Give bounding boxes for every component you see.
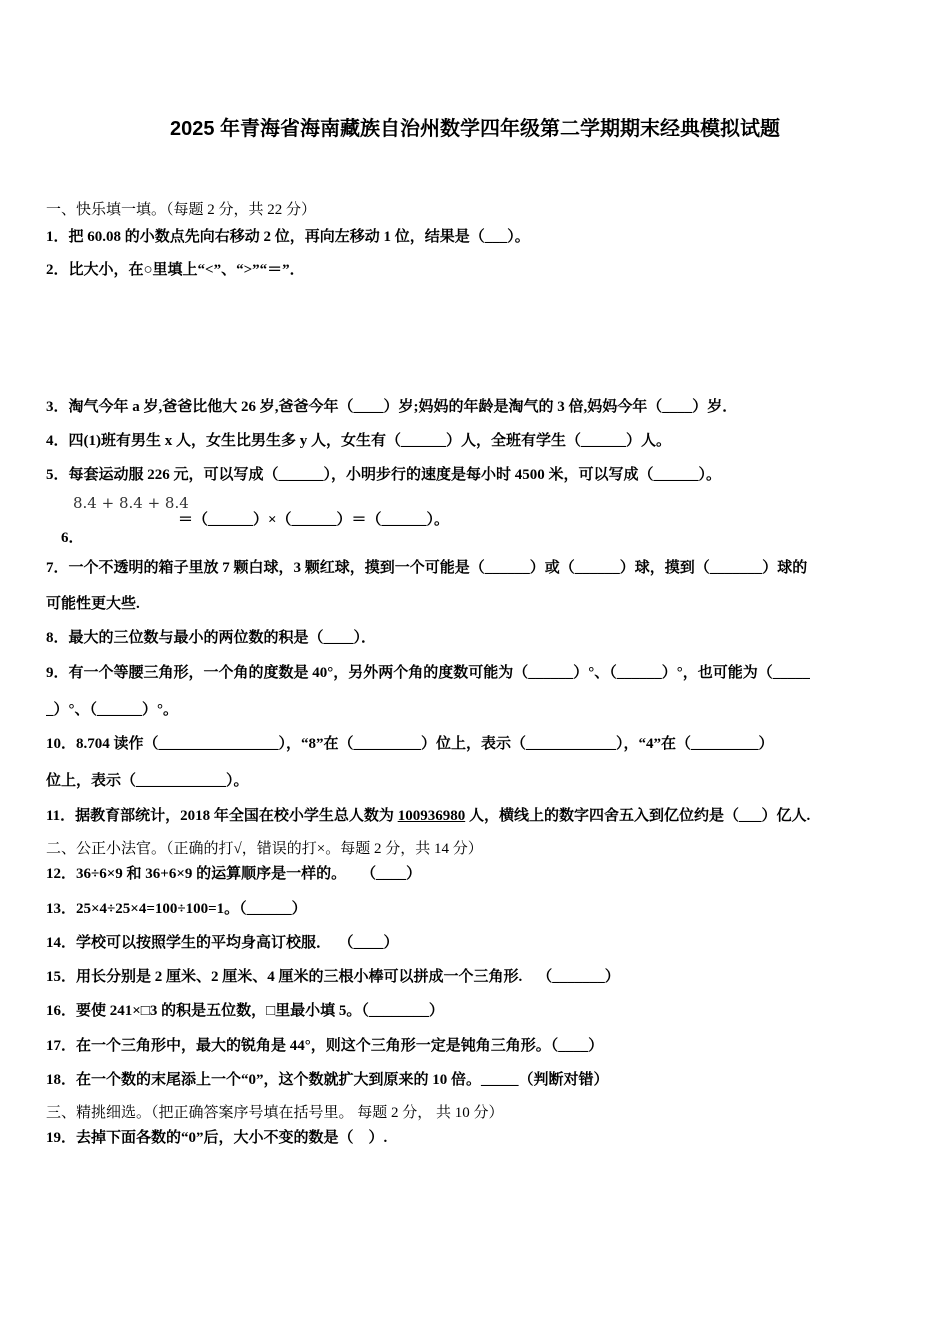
question-11-suffix: 人，横线上的数字四舍五入到亿位约是（___）亿人.: [465, 808, 811, 824]
question-10-line-2: 位上，表示（____________）。: [46, 773, 249, 789]
exam-title: 2025 年青海省海南藏族自治州数学四年级第二学期期末经典模拟试题: [169, 118, 781, 140]
section1-header: 一、快乐填一填。（每题 2 分，共 22 分）: [46, 202, 317, 218]
question-6-blanks: ＝（______）×（______）＝（______）。: [178, 512, 450, 528]
question-16: 16．要使 241×□3 的积是五位数，□里最小填 5。（________）: [46, 1003, 444, 1019]
comparison-row-2: [46, 329, 906, 347]
question-17: 17．在一个三角形中，最大的锐角是 44°，则这个三角形一定是钝角三角形。（____）: [46, 1038, 604, 1054]
question-3: 3．淘气今年 a 岁,爸爸比他大 26 岁,爸爸今年（____）岁;妈妈的年龄是淘气的 3 倍,妈妈今年（____）岁．: [46, 399, 738, 415]
question-4: 4．四(1)班有男生 x 人，女生比男生多 y 人，女生有（______）人，全班有学生（______）人。: [46, 433, 671, 449]
question-2-stem: 2．比大小，在○里填上“<”、“>”“＝”．: [46, 262, 305, 278]
question-9-line-1: 9．有一个等腰三角形，一个角的度数是 40°，另外两个角的度数可能为（______）°、（______）°，也可能为（_____: [46, 665, 811, 681]
question-7-line-2: 可能性更大些.: [46, 596, 140, 612]
question-9-line-2: _）°、（______）°。: [46, 702, 178, 718]
question-6-expression: 8.4 + 8.4 + 8.4: [73, 494, 189, 512]
question-18: 18．在一个数的末尾添上一个“0”，这个数就扩大到原来的 10 倍。_____（判断对错）: [46, 1072, 609, 1088]
section2-header: 二、公正小法官。（正确的打√，错误的打×。每题 2 分，共 14 分）: [46, 841, 483, 857]
question-11-prefix: 11．据教育部统计，2018 年全国在校小学生总人数为: [46, 808, 398, 824]
question-11: [46, 807, 810, 825]
question-5: 5．每套运动服 226 元，可以写成（______），小明步行的速度是每小时 4500 米，可以写成（______）。: [46, 467, 722, 483]
comparison-row-1: [46, 295, 906, 313]
question-1: 1．把 60.08 的小数点先向右移动 2 位，再向左移动 1 位，结果是（___）。: [46, 229, 530, 245]
section3-header: 三、精挑细选。（把正确答案序号填在括号里。 每题 2 分， 共 10 分）: [46, 1105, 504, 1121]
question-13: 13．25×4÷25×4=100÷100=1。（______）: [46, 901, 307, 917]
question-11-underlined-number: 100936980: [397, 808, 466, 824]
question-15: 15．用长分别是 2 厘米、2 厘米、4 厘米的三根小棒可以拼成一个三角形. （_______）: [46, 969, 620, 985]
question-8: 8．最大的三位数与最小的两位数的积是（____）．: [46, 630, 377, 646]
comparison-row-3: [46, 363, 906, 381]
question-6-number: 6．: [61, 530, 84, 546]
question-14: 14．学校可以按照学生的平均身高订校服． （____）: [46, 935, 399, 951]
question-7-line-1: 7．一个不透明的箱子里放 7 颗白球，3 颗红球，摸到一个可能是（______）或（______）球，摸到（_______）球的: [46, 560, 808, 576]
question-19-options: [46, 1164, 906, 1182]
question-6: [46, 494, 906, 546]
question-19-stem: 19．去掉下面各数的“0”后，大小不变的数是（ ）.: [46, 1130, 388, 1146]
question-10-line-1: 10．8.704 读作（________________），“8”在（_________）位上，表示（____________），“4”在（_________）: [46, 736, 774, 752]
question-12: 12．36÷6×9 和 36+6×9 的运算顺序是一样的。 （____）: [46, 866, 422, 882]
